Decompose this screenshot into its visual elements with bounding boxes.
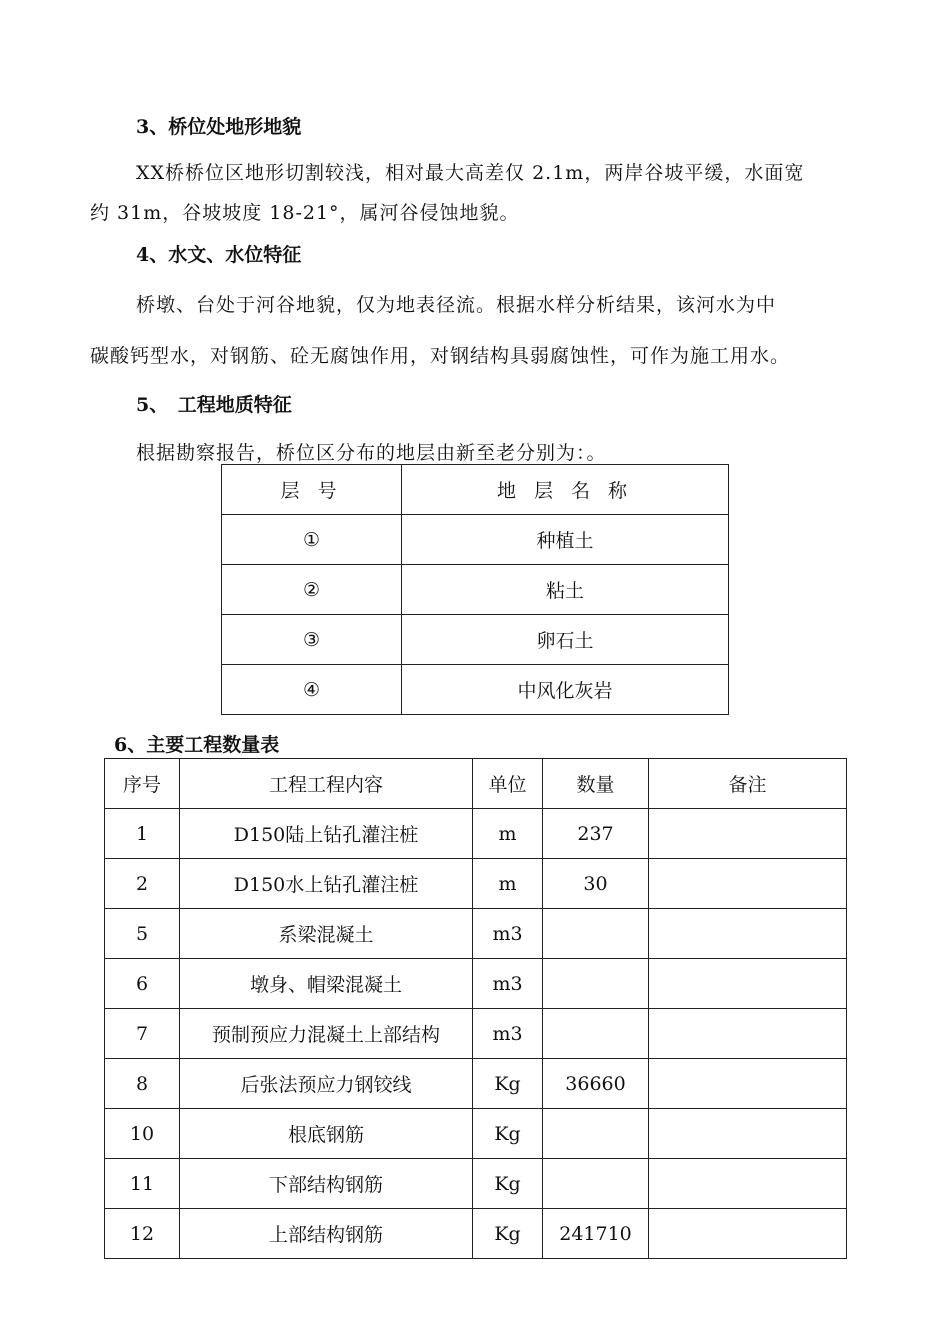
section3-line2: 约 31m，谷坡坡度 18-21°，属河谷侵蚀地貌。: [90, 202, 520, 224]
qty-cell-content: 预制预应力混凝土上部结构: [180, 1009, 473, 1059]
qty-cell-quantity: [543, 1109, 649, 1159]
qty-cell-content: D150陆上钻孔灌注桩: [180, 809, 473, 859]
section5-intro: 根据勘察报告，桥位区分布的地层由新至老分别为：。: [136, 442, 607, 464]
table-row: [105, 1109, 847, 1159]
section3-heading: 3、桥位处地形地貌: [136, 116, 302, 138]
qty-cell-unit: m3: [473, 959, 543, 1009]
qty-cell-unit: m: [473, 859, 543, 909]
qty-cell-quantity: 36660: [543, 1059, 649, 1109]
strata-table: [221, 464, 729, 715]
strata-cell-no: ③: [222, 615, 402, 665]
qty-cell-unit: Kg: [473, 1109, 543, 1159]
section4-line1: 桥墩、台处于河谷地貌，仅为地表径流。根据水样分析结果，该河水为中: [136, 294, 777, 316]
quantity-table-header: [105, 759, 847, 809]
qty-header-remark: 备注: [649, 759, 847, 809]
qty-header-no: 序号: [105, 759, 180, 809]
qty-cell-no: 1: [105, 809, 180, 859]
qty-cell-content: 根底钢筋: [180, 1109, 473, 1159]
strata-cell-no: ①: [222, 515, 402, 565]
strata-header-layer-no: 层 号: [222, 465, 402, 515]
qty-cell-remark: [649, 1209, 847, 1259]
quantity-table: [104, 758, 847, 1259]
qty-cell-remark: [649, 1009, 847, 1059]
section4-line2: 碳酸钙型水，对钢筋、砼无腐蚀作用，对钢结构具弱腐蚀性，可作为施工用水。: [90, 345, 791, 367]
qty-cell-remark: [649, 1059, 847, 1109]
qty-cell-quantity: [543, 909, 649, 959]
strata-header-layer-name: 地 层 名 称: [402, 465, 729, 515]
qty-cell-remark: [649, 959, 847, 1009]
qty-header-unit: 单位: [473, 759, 543, 809]
qty-cell-no: 2: [105, 859, 180, 909]
qty-cell-quantity: 237: [543, 809, 649, 859]
table-row: [105, 1009, 847, 1059]
qty-cell-remark: [649, 809, 847, 859]
qty-header-content: 工程工程内容: [180, 759, 473, 809]
qty-cell-no: 6: [105, 959, 180, 1009]
qty-cell-unit: Kg: [473, 1209, 543, 1259]
table-row: [105, 1209, 847, 1259]
qty-cell-quantity: [543, 1159, 649, 1209]
section3-line1: XX桥桥位区地形切割较浅，相对最大高差仅 2.1m，两岸谷坡平缓，水面宽: [136, 162, 805, 184]
strata-cell-name: 粘土: [402, 565, 729, 615]
strata-table-header: [222, 465, 729, 515]
qty-cell-unit: Kg: [473, 1059, 543, 1109]
qty-cell-remark: [649, 1109, 847, 1159]
strata-cell-name: 卵石土: [402, 615, 729, 665]
table-row: [222, 565, 729, 615]
table-row: [105, 1159, 847, 1209]
table-row: [222, 615, 729, 665]
table-row: [105, 959, 847, 1009]
qty-cell-no: 8: [105, 1059, 180, 1109]
qty-cell-remark: [649, 1159, 847, 1209]
qty-cell-remark: [649, 859, 847, 909]
qty-cell-content: 上部结构钢筋: [180, 1209, 473, 1259]
strata-cell-name: 种植土: [402, 515, 729, 565]
strata-cell-no: ②: [222, 565, 402, 615]
qty-cell-unit: m3: [473, 909, 543, 959]
table-row: [105, 909, 847, 959]
qty-cell-no: 10: [105, 1109, 180, 1159]
qty-cell-quantity: 241710: [543, 1209, 649, 1259]
table-row: [222, 665, 729, 715]
qty-cell-no: 11: [105, 1159, 180, 1209]
qty-cell-content: 墩身、帽梁混凝土: [180, 959, 473, 1009]
strata-cell-no: ④: [222, 665, 402, 715]
qty-cell-unit: m: [473, 809, 543, 859]
section5-heading: 5、 工程地质特征: [136, 394, 292, 416]
qty-cell-quantity: [543, 1009, 649, 1059]
strata-cell-name: 中风化灰岩: [402, 665, 729, 715]
qty-cell-quantity: [543, 959, 649, 1009]
qty-cell-content: 下部结构钢筋: [180, 1159, 473, 1209]
qty-cell-content: D150水上钻孔灌注桩: [180, 859, 473, 909]
qty-cell-remark: [649, 909, 847, 959]
qty-cell-unit: Kg: [473, 1159, 543, 1209]
qty-cell-no: 5: [105, 909, 180, 959]
qty-cell-content: 系梁混凝土: [180, 909, 473, 959]
table-row: [105, 809, 847, 859]
table-row: [105, 859, 847, 909]
qty-cell-unit: m3: [473, 1009, 543, 1059]
table-row: [222, 515, 729, 565]
qty-cell-no: 7: [105, 1009, 180, 1059]
section4-heading: 4、水文、水位特征: [136, 244, 302, 266]
qty-cell-no: 12: [105, 1209, 180, 1259]
qty-cell-quantity: 30: [543, 859, 649, 909]
qty-cell-content: 后张法预应力钢铰线: [180, 1059, 473, 1109]
qty-header-quantity: 数量: [543, 759, 649, 809]
table-row: [105, 1059, 847, 1109]
section6-heading: 6、主要工程数量表: [114, 734, 280, 756]
